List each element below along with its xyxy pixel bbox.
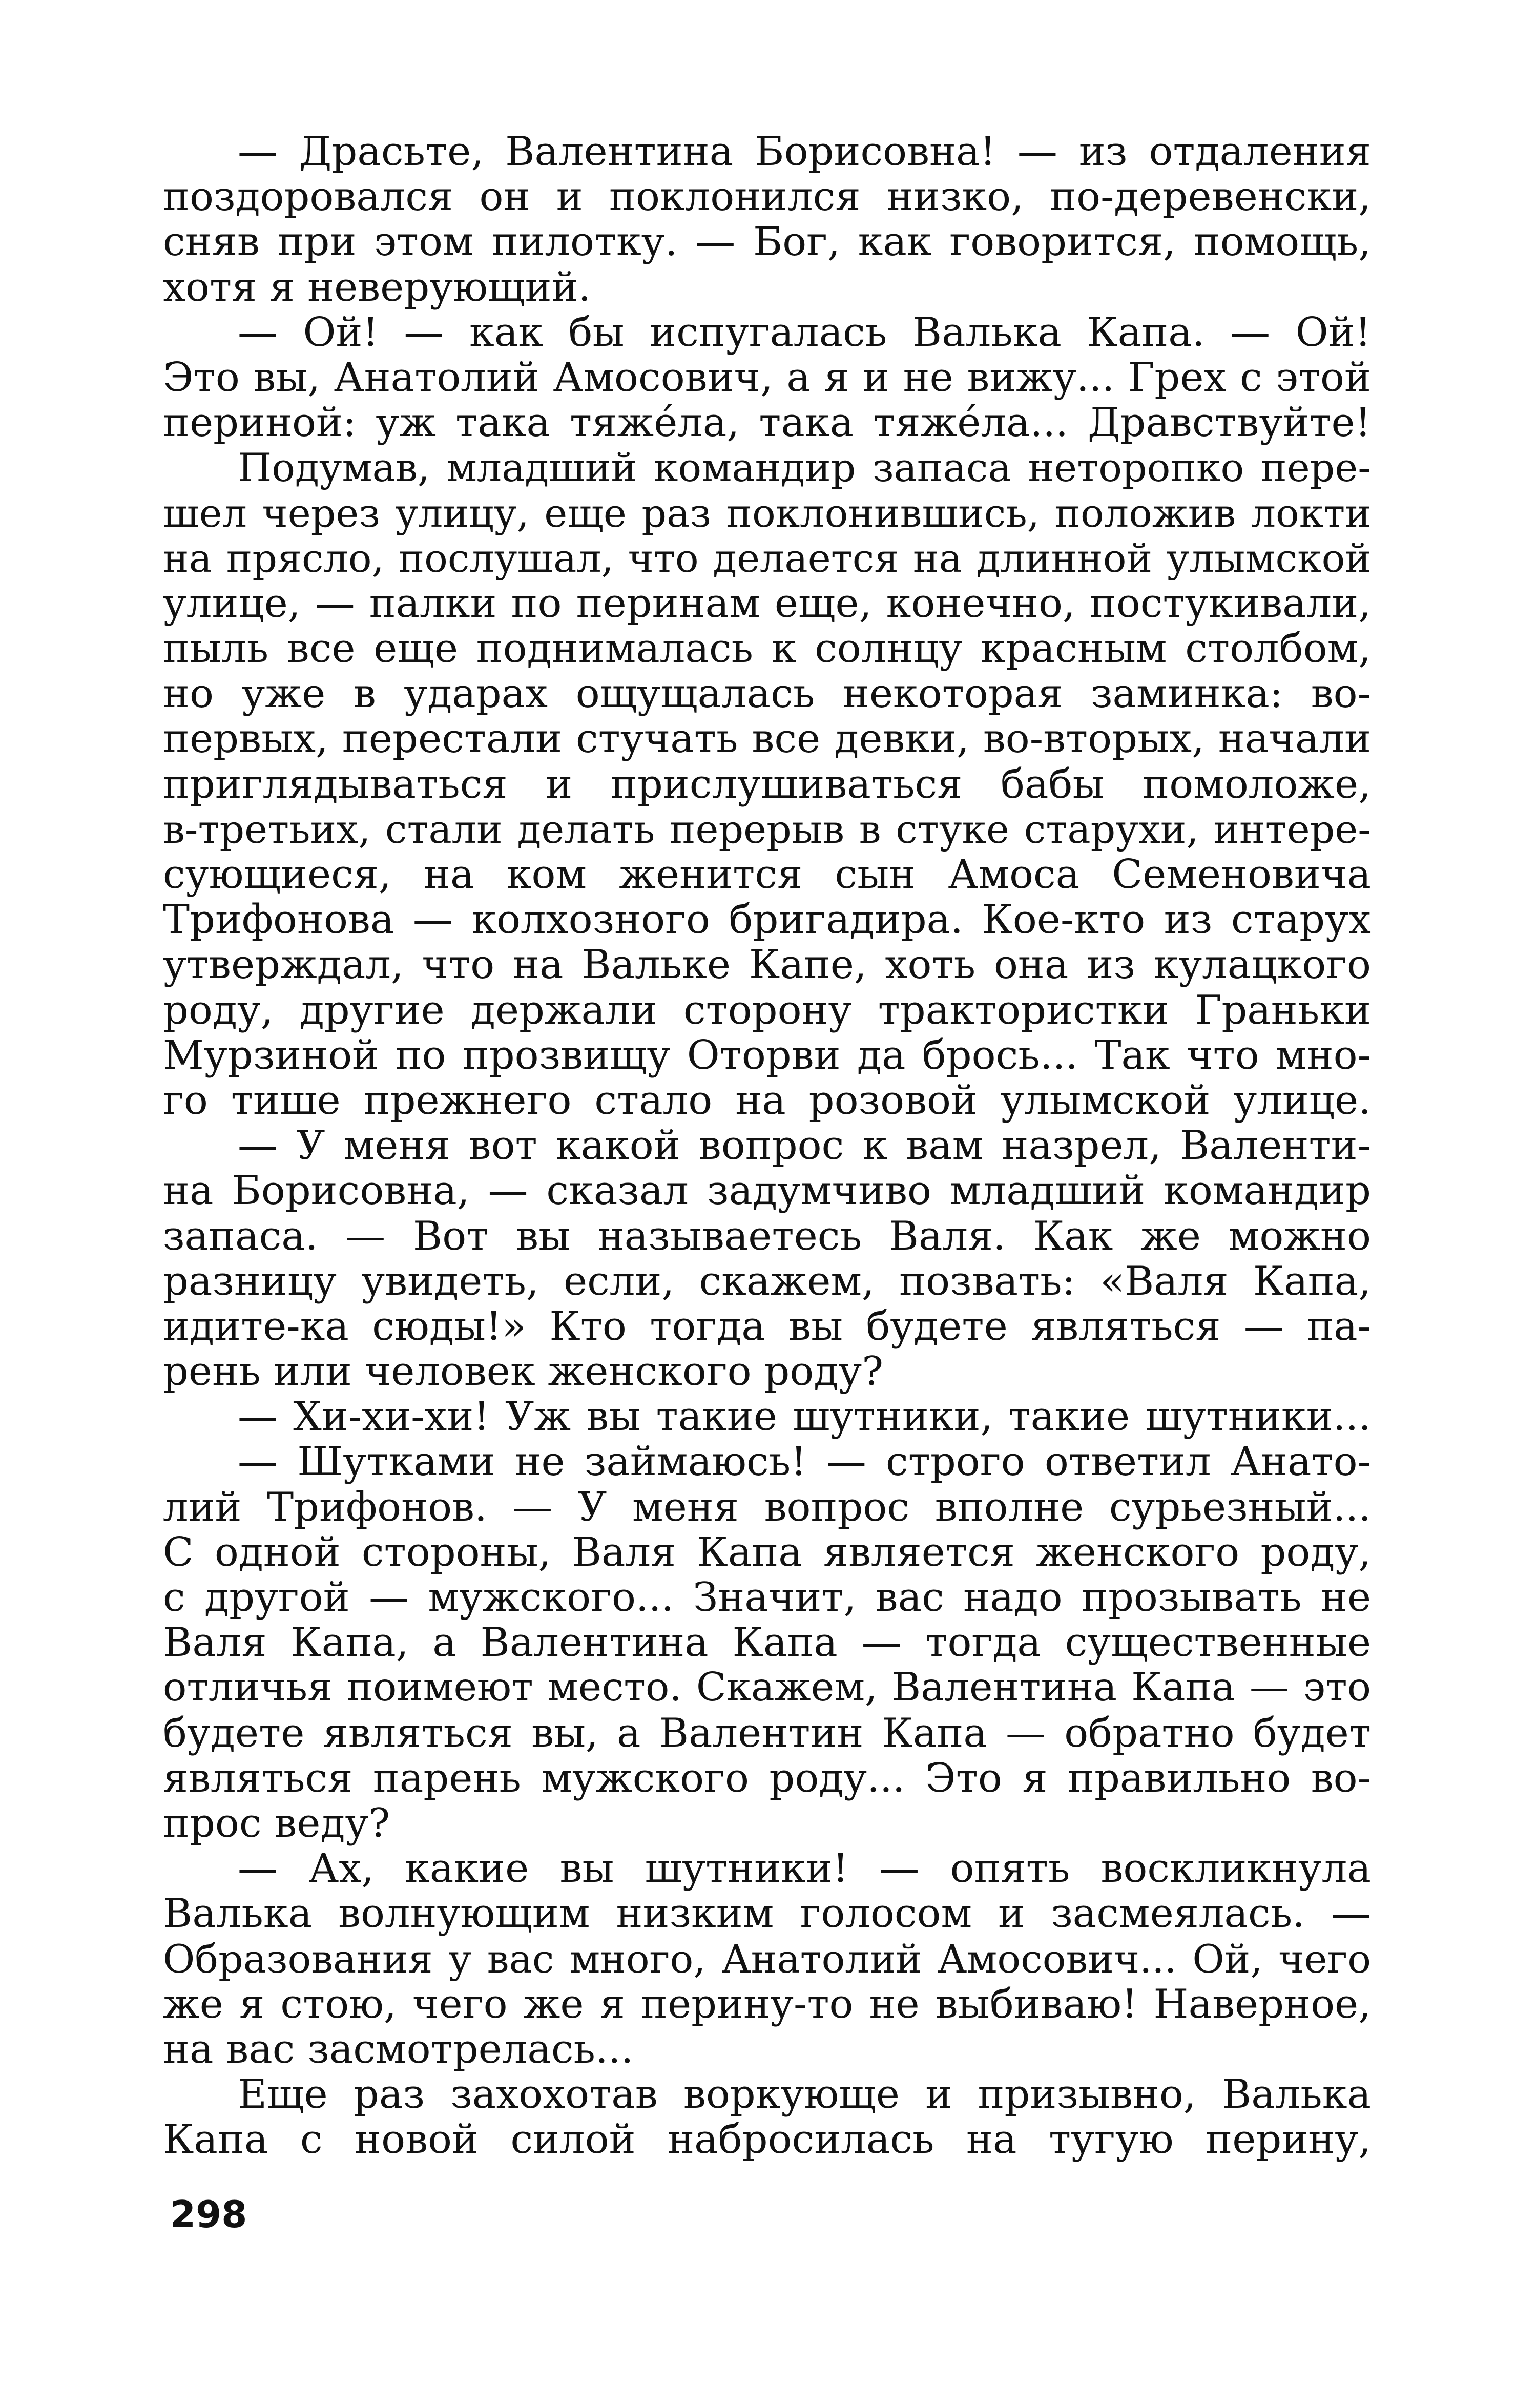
text-line: Капа с новой силой набросилась на тугую перину, (163, 2116, 1371, 2163)
text-line: Валька волнующим низким голосом и засмеялась. — (163, 1891, 1371, 1937)
text-line: роду, другие держали сторону трактористки Граньки (163, 987, 1371, 1033)
text-line: разницу увидеть, если, скажем, позвать: «Валя Капа, (163, 1258, 1371, 1304)
text-line: запаса. — Вот вы называетесь Валя. Как же можно (163, 1213, 1371, 1259)
text-line: лий Трифонов. — У меня вопрос вполне сурьезный... (163, 1484, 1371, 1530)
text-line: приглядываться и прислушиваться бабы помоложе, (163, 761, 1371, 807)
text-line: хотя я неверующий. (163, 264, 591, 310)
text-line: го тише прежнего стало на розовой улымской улице. (163, 1077, 1371, 1124)
text-line: в-третьих, стали делать перерыв в стуке старухи, интере- (163, 806, 1371, 852)
text-line: Еще раз захохотав воркующе и призывно, Валька (238, 2071, 1371, 2118)
text-line: прос веду? (163, 1800, 390, 1846)
text-line: шел через улицу, еще раз поклонившись, положив локти (163, 490, 1371, 536)
text-line: улице, — палки по перинам еще, конечно, постукивали, (163, 580, 1371, 627)
text-line: с другой — мужского... Значит, вас надо прозывать не (163, 1574, 1371, 1621)
text-line: — Ах, какие вы шутники! — опять воскликнула (238, 1845, 1371, 1892)
text-line: периной: уж така тяжéла, така тяжéла... Дравствуйте! (163, 400, 1371, 446)
text-line: на прясло, послушал, что делается на длинной улымской (163, 535, 1371, 581)
text-line: идите-ка сюды!» Кто тогда вы будете являться — па- (163, 1303, 1371, 1350)
text-line: — Драсьте, Валентина Борисовна! — из отдаления (238, 129, 1371, 175)
text-line: на вас засмотрелась... (163, 2026, 634, 2072)
text-line: Подумав, младший командир запаса неторопко пере- (238, 445, 1371, 491)
text-line: пыль все еще поднималась к солнцу красным столбом, (163, 626, 1371, 672)
text-line: отличья поимеют место. Скажем, Валентина Капа — это (163, 1665, 1371, 1711)
page-number: 298 (170, 2193, 247, 2236)
page-text (163, 129, 1371, 2162)
text-line: Валя Капа, а Валентина Капа — тогда существенные (163, 1620, 1371, 1666)
text-line: утверждал, что на Вальке Капе, хоть она из кулацкого (163, 942, 1371, 988)
text-line: на Борисовна, — сказал задумчиво младший командир (163, 1168, 1371, 1214)
text-line: Это вы, Анатолий Амосович, а я и не вижу... Грех с этой (163, 354, 1371, 401)
text-line: будете являться вы, а Валентин Капа — обратно будет (163, 1710, 1371, 1756)
text-line: сняв при этом пилотку. — Бог, как говорится, помощь, (163, 219, 1371, 265)
text-line: С одной стороны, Валя Капа является женского роду, (163, 1529, 1371, 1575)
text-line: рень или человек женского роду? (163, 1348, 884, 1395)
text-line: — Шутками не займаюсь! — строго ответил Анато- (238, 1439, 1371, 1485)
text-line: но уже в ударах ощущалась некоторая заминка: во- (163, 671, 1371, 717)
text-line: Мурзиной по прозвищу Оторви да брось... Так что мно- (163, 1032, 1371, 1078)
text-line: же я стою, чего же я перину-то не выбиваю! Наверное, (163, 1981, 1371, 2027)
text-line: Трифонова — колхозного бригадира. Кое-кто из старух (163, 897, 1371, 943)
text-line: Образования у вас много, Анатолий Амосович... Ой, чего (163, 1936, 1371, 1982)
text-line: первых, перестали стучать все девки, во-вторых, начали (163, 716, 1371, 762)
text-line: — Ой! — как бы испугалась Валька Капа. — Ой! (238, 309, 1371, 356)
text-line: — У меня вот какой вопрос к вам назрел, Валенти- (238, 1123, 1371, 1169)
text-line: сующиеся, на ком женится сын Амоса Семеновича (163, 852, 1371, 898)
text-line: поздоровался он и поклонился низко, по-деревенски, (163, 174, 1371, 220)
text-line: являться парень мужского роду... Это я правильно во- (163, 1755, 1371, 1801)
text-line: — Хи-хи-хи! Уж вы такие шутники, такие шутники... (238, 1394, 1371, 1440)
